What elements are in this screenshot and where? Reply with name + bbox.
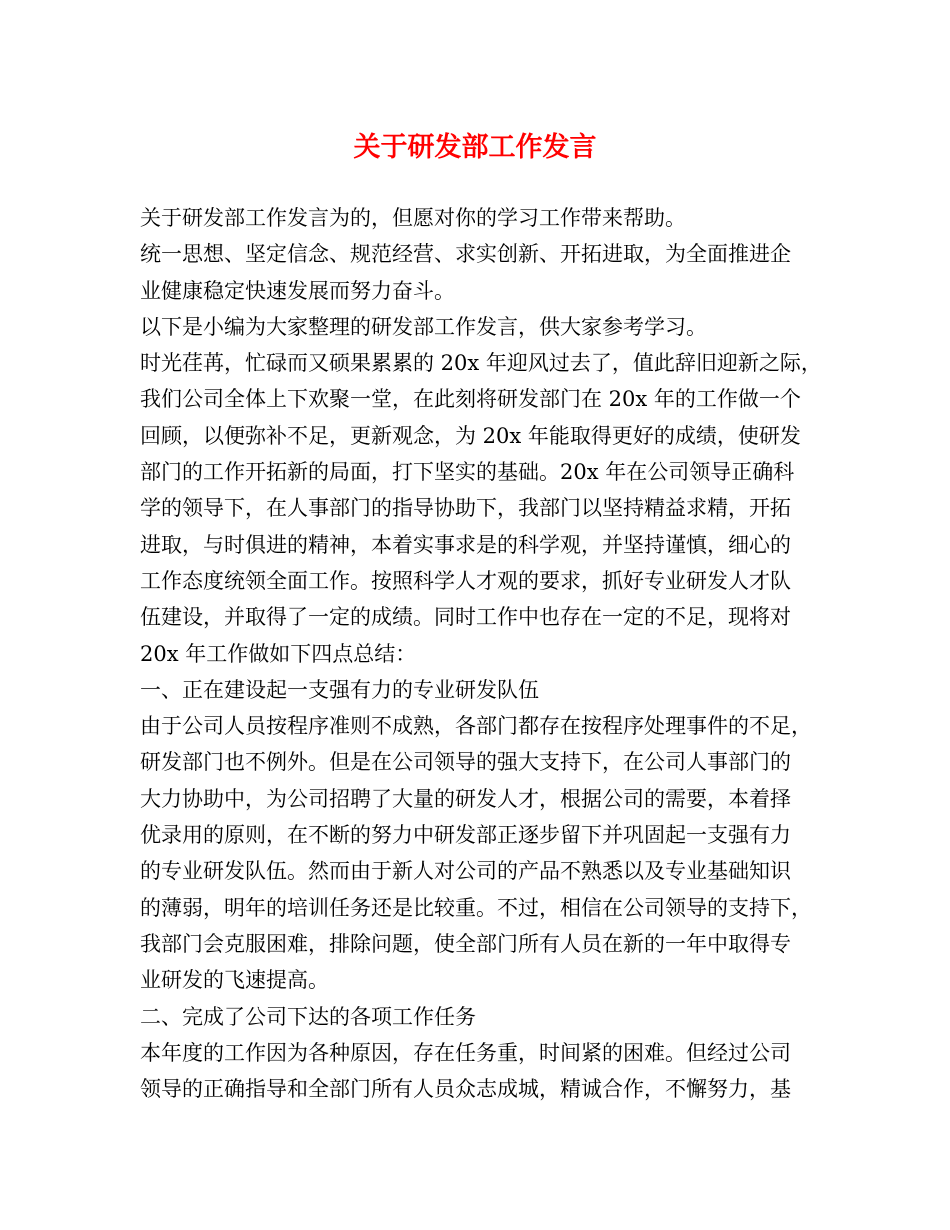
body-line: 优录用的原则，在不断的努力中研发部正逐步留下并巩固起一支强有力 xyxy=(140,823,791,848)
body-line: 我们公司全体上下欢聚一堂，在此刻将研发部门在 20x 年的工作做一个 xyxy=(140,387,801,412)
document-title: 关于研发部工作发言 xyxy=(353,132,597,163)
body-line: 领导的正确指导和全部门所有人员众志成城，精诚合作，不懈努力，基 xyxy=(140,1077,791,1102)
body-line: 本年度的工作因为各种原因，存在任务重，时间紧的困难。但经过公司 xyxy=(140,1040,791,1065)
body-line: 关于研发部工作发言为的，但愿对你的学习工作带来帮助。 xyxy=(140,206,686,230)
body-line: 大力协助中，为公司招聘了大量的研发人才，根据公司的需要，本着择 xyxy=(140,786,791,811)
body-line: 进取，与时俱进的精神，本着实事求是的科学观，并坚持谨慎，细心的 xyxy=(140,532,791,557)
body-line: 业健康稳定快速发展而努力奋斗。 xyxy=(140,278,455,303)
body-line: 部门的工作开拓新的局面，打下坚实的基础。20x 年在公司领导正确科 xyxy=(140,460,795,485)
body-line: 的专业研发队伍。然而由于新人对公司的产品不熟悉以及专业基础知识 xyxy=(140,859,791,884)
body-line: 一、正在建设起一支强有力的专业研发队伍 xyxy=(140,677,539,702)
body-line: 20x 年工作做如下四点总结： xyxy=(140,641,417,666)
body-line: 时光荏苒，忙碌而又硕果累累的 20x 年迎风过去了，值此辞旧迎新之际， xyxy=(140,351,822,376)
body-line: 工作态度统领全面工作。按照科学人才观的要求，抓好专业研发人才队 xyxy=(140,568,791,593)
body-line: 我部门会克服困难，排除问题，使全部门所有人员在新的一年中取得专 xyxy=(140,931,791,956)
body-line: 伍建设，并取得了一定的成绩。同时工作中也存在一定的不足，现将对 xyxy=(140,605,791,630)
document-body xyxy=(140,200,830,1107)
body-line: 的薄弱，明年的培训任务还是比较重。不过，相信在公司领导的支持下， xyxy=(140,895,812,920)
body-line: 由于公司人员按程序准则不成熟，各部门都存在按程序处理事件的不足， xyxy=(140,714,812,739)
body-line: 研发部门也不例外。但是在公司领导的强大支持下，在公司人事部门的 xyxy=(140,750,791,775)
body-line: 业研发的飞速提高。 xyxy=(140,968,329,993)
body-line: 回顾，以便弥补不足，更新观念，为 20x 年能取得更好的成绩，使研发 xyxy=(140,423,801,448)
body-line: 二、完成了公司下达的各项工作任务 xyxy=(140,1004,476,1029)
body-line: 以下是小编为大家整理的研发部工作发言，供大家参考学习。 xyxy=(140,314,707,339)
body-line: 统一思想、坚定信念、规范经营、求实创新、开拓进取，为全面推进企 xyxy=(140,242,791,267)
body-line: 学的领导下，在人事部门的指导协助下，我部门以坚持精益求精，开拓 xyxy=(140,496,791,521)
